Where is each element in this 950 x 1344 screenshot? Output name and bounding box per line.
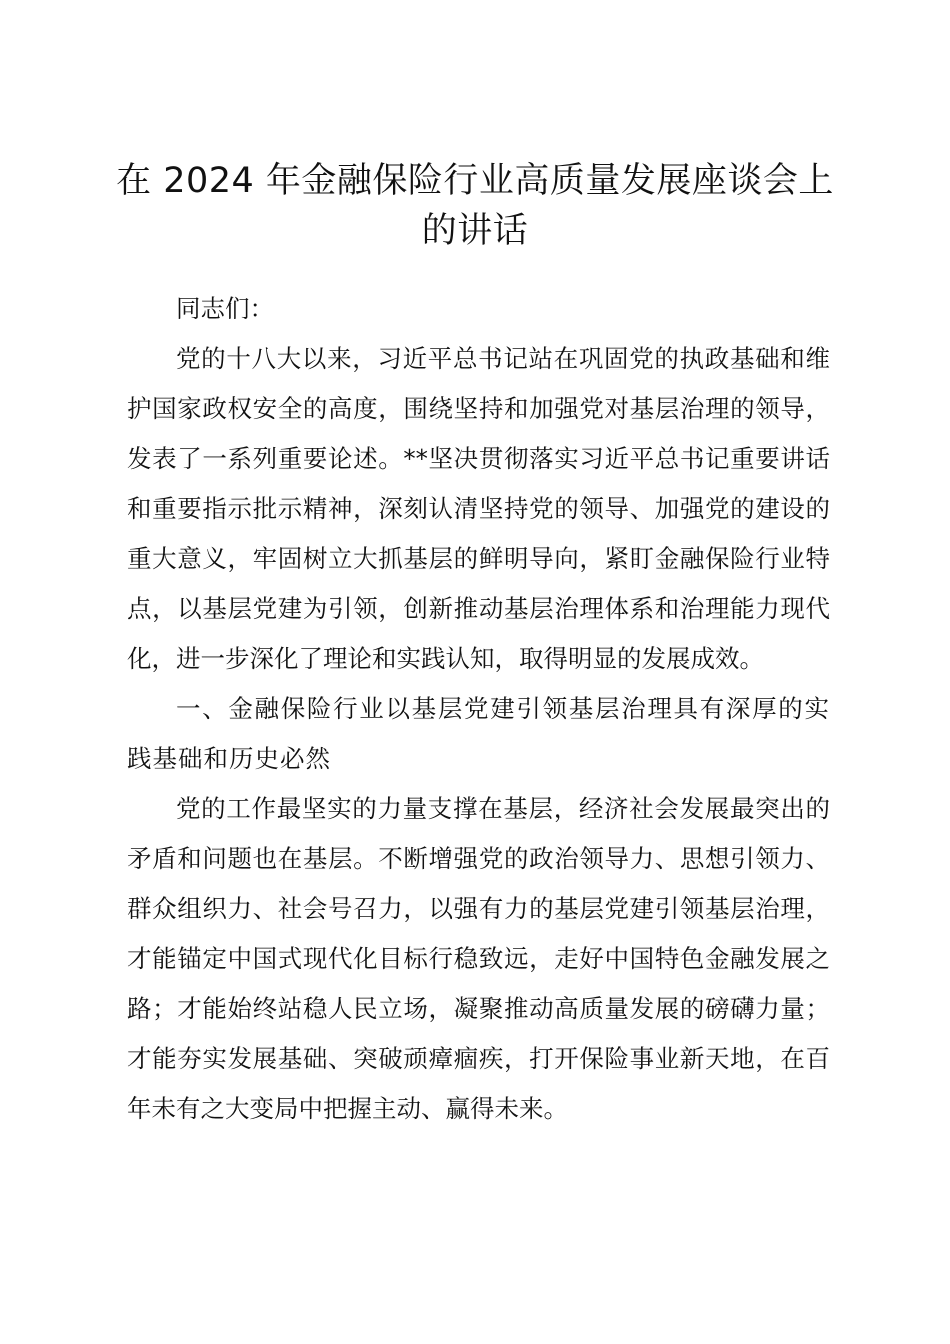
document-body	[127, 284, 830, 1134]
paragraph-intro: 党的十八大以来，习近平总书记站在巩固党的执政基础和维护国家政权安全的高度，围绕坚持和加强党对基层治理的领导，发表了一系列重要论述。**坚决贯彻落实习近平总书记重要讲话和重要指示批示精神，深刻认清坚持党的领导、加强党的建设的重大意义，牢固树立大抓基层的鲜明导向，紧盯金融保险行业特点，以基层党建为引领，创新推动基层治理体系和治理能力现代化，进一步深化了理论和实践认知，取得明显的发展成效。	[127, 344, 830, 673]
document-title: 在 2024 年金融保险行业高质量发展座谈会上的讲话	[116, 161, 834, 251]
salutation: 同志们：	[176, 294, 274, 323]
section-heading-1: 一、金融保险行业以基层党建引领基层治理具有深厚的实践基础和历史必然	[127, 694, 830, 773]
paragraph-section-1: 党的工作最坚实的力量支撑在基层，经济社会发展最突出的矛盾和问题也在基层。不断增强党的政治领导力、思想引领力、群众组织力、社会号召力，以强有力的基层党建引领基层治理，才能锚定中国式现代化目标行稳致远，走好中国特色金融发展之路；才能始终站稳人民立场，凝聚推动高质量发展的磅礴力量；才能夯实发展基础、突破顽瘴痼疾，打开保险事业新天地，在百年未有之大变局中把握主动、赢得未来。	[127, 794, 830, 1123]
